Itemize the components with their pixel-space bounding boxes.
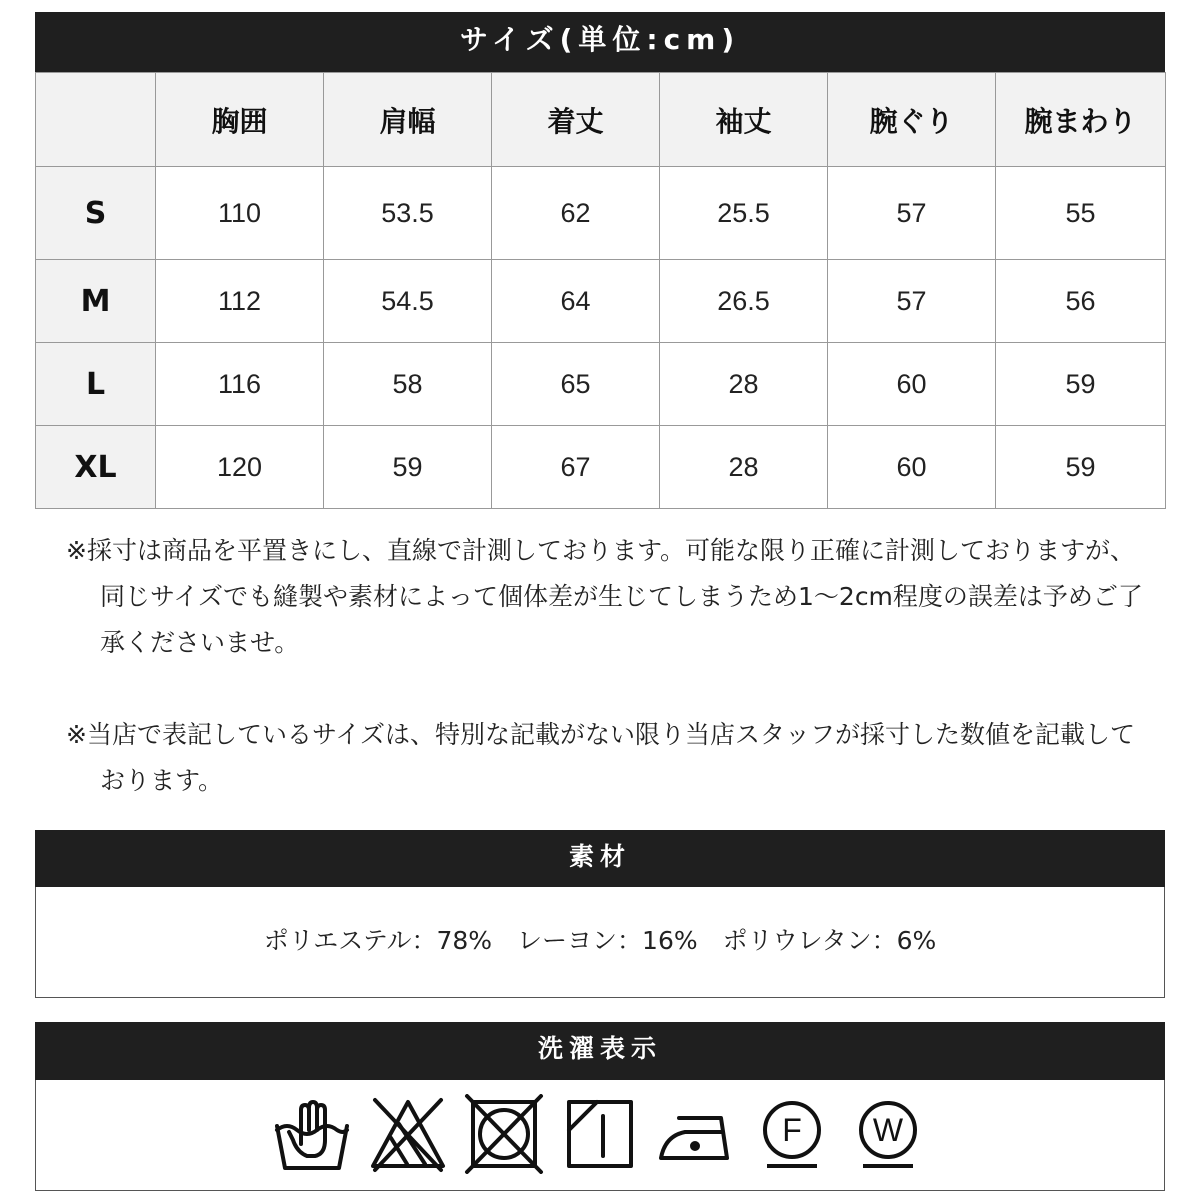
wet-clean-label: W bbox=[872, 1112, 904, 1148]
column-header: 腕ぐり bbox=[828, 73, 996, 167]
dry-clean-f-icon bbox=[751, 1094, 833, 1174]
measurement-cell: 67 bbox=[492, 426, 660, 509]
size-label: L bbox=[36, 343, 156, 426]
care-icons bbox=[36, 1094, 1164, 1174]
material-box bbox=[35, 887, 1165, 998]
measurement-cell: 58 bbox=[324, 343, 492, 426]
size-table-header-row bbox=[36, 73, 1166, 167]
size-label: XL bbox=[36, 426, 156, 509]
hand-wash-icon bbox=[271, 1094, 353, 1174]
measurement-cell: 57 bbox=[828, 260, 996, 343]
measurement-cell: 54.5 bbox=[324, 260, 492, 343]
measurement-cell: 112 bbox=[156, 260, 324, 343]
table-row bbox=[36, 426, 1166, 509]
measurement-note: ※採寸は商品を平置きにし、直線で計測しております。可能な限り正確に計測しておりますが、同じサイズでも縫製や素材によって個体差が生じてしまうため1～2cm程度の誤差は予めご了承くださいませ。 bbox=[66, 536, 1143, 657]
size-label: S bbox=[36, 167, 156, 260]
measurement-cell: 62 bbox=[492, 167, 660, 260]
table-row bbox=[36, 260, 1166, 343]
column-header: 肩幅 bbox=[324, 73, 492, 167]
measurement-cell: 53.5 bbox=[324, 167, 492, 260]
measurement-cell: 65 bbox=[492, 343, 660, 426]
measurement-cell: 60 bbox=[828, 343, 996, 426]
material-composition: ポリエステル：78% レーヨン：16% ポリウレタン：6% bbox=[263, 926, 937, 955]
measurement-cell: 116 bbox=[156, 343, 324, 426]
size-table bbox=[35, 72, 1166, 509]
size-section-header: サイズ(単位:cm) bbox=[35, 12, 1165, 72]
wet-clean-w-icon bbox=[847, 1094, 929, 1174]
column-header: 着丈 bbox=[492, 73, 660, 167]
measurement-cell: 56 bbox=[996, 260, 1166, 343]
care-box bbox=[35, 1080, 1165, 1191]
dry-clean-label: F bbox=[782, 1112, 802, 1148]
column-header: 袖丈 bbox=[660, 73, 828, 167]
column-header: 胸囲 bbox=[156, 73, 324, 167]
size-label: M bbox=[36, 260, 156, 343]
measurement-cell: 60 bbox=[828, 426, 996, 509]
measurement-cell: 26.5 bbox=[660, 260, 828, 343]
no-bleach-icon bbox=[367, 1094, 449, 1174]
table-row bbox=[36, 167, 1166, 260]
measurement-cell: 28 bbox=[660, 343, 828, 426]
measurement-cell: 59 bbox=[324, 426, 492, 509]
measurement-cell: 64 bbox=[492, 260, 660, 343]
measurement-cell: 55 bbox=[996, 167, 1166, 260]
care-section-header: 洗濯表示 bbox=[35, 1022, 1165, 1080]
size-notes bbox=[66, 528, 1146, 804]
column-header: 腕まわり bbox=[996, 73, 1166, 167]
measurement-cell: 110 bbox=[156, 167, 324, 260]
measurement-cell: 120 bbox=[156, 426, 324, 509]
measurement-cell: 57 bbox=[828, 167, 996, 260]
table-row bbox=[36, 343, 1166, 426]
header-corner-cell bbox=[36, 73, 156, 167]
material-section-header: 素材 bbox=[35, 830, 1165, 887]
line-dry-shade-icon bbox=[559, 1094, 641, 1174]
measurement-cell: 25.5 bbox=[660, 167, 828, 260]
size-source-note: ※当店で表記しているサイズは、特別な記載がない限り当店スタッフが採寸した数値を記載しております。 bbox=[66, 720, 1135, 795]
measurement-cell: 59 bbox=[996, 343, 1166, 426]
measurement-cell: 28 bbox=[660, 426, 828, 509]
no-tumble-dry-icon bbox=[463, 1094, 545, 1174]
iron-low-icon bbox=[655, 1094, 737, 1174]
measurement-cell: 59 bbox=[996, 426, 1166, 509]
